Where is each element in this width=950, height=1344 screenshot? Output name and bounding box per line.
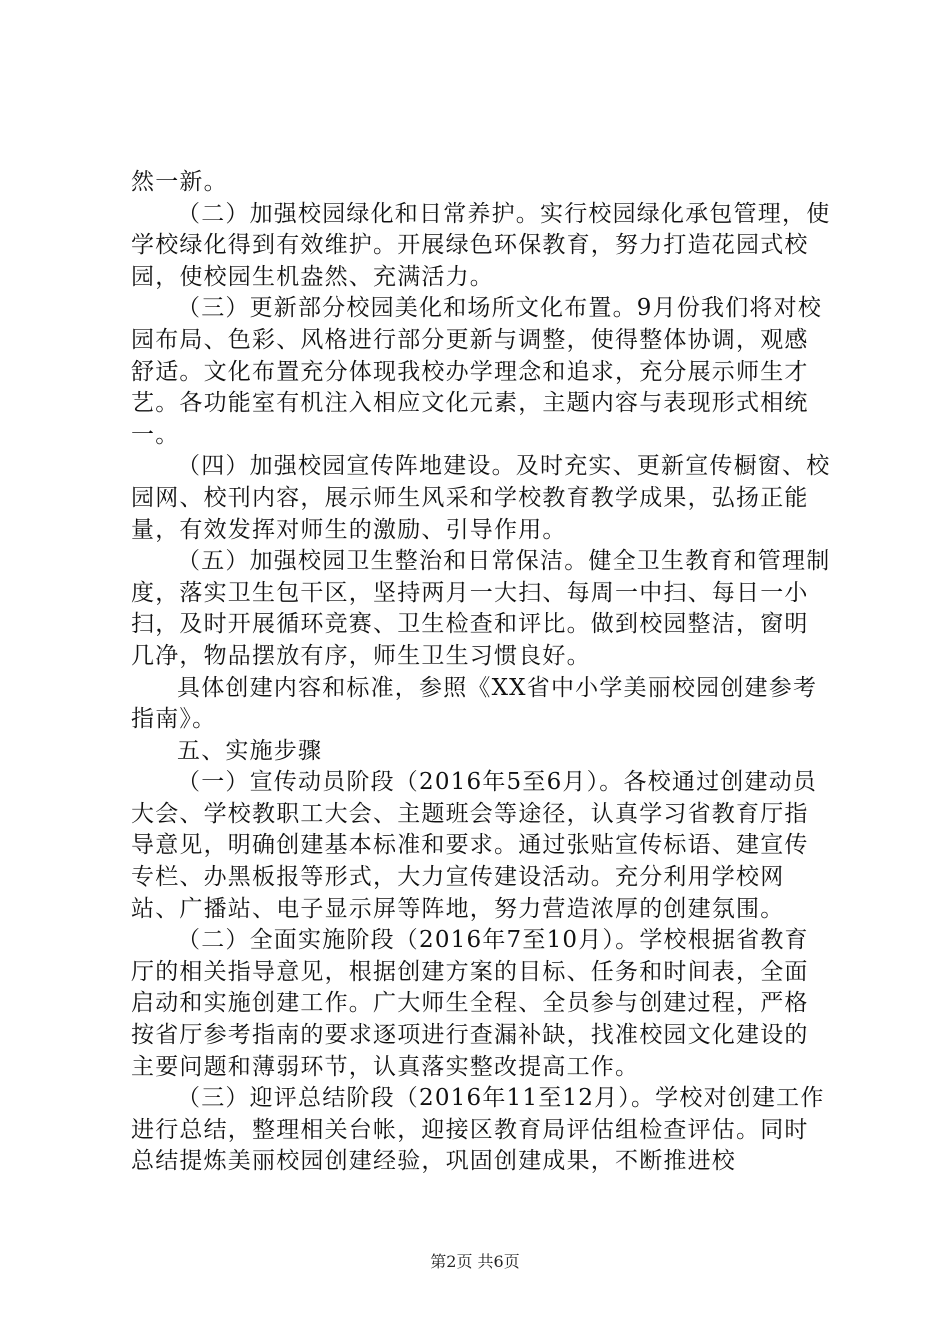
paragraph-stage-evaluation: （三）迎评总结阶段（2016年11至12月）。学校对创建工作进行总结，整理相关台帐，迎接区教育局评估组检查评估。同时总结提炼美丽校园创建经验，巩固创建成果，不断推进校	[131, 1085, 825, 1175]
paragraph-culture-layout: （三）更新部分校园美化和场所文化布置。9月份我们将对校园布局、色彩、风格进行部分更新与调整，使得整体协调，观感舒适。文化布置充分体现我校办学理念和追求，充分展示师生才艺。各功能室有机注入相应文化元素，主题内容与表现形式相统一。	[131, 295, 823, 448]
paragraph-stage-mobilization: （一）宣传动员阶段（2016年5至6月）。各校通过创建动员大会、学校教职工大会、主题班会等途径，认真学习省教育厅指导意见，明确创建基本标准和要求。通过张贴宣传标语、建宣传专栏、办黑板报等形式，大力宣传建设活动。充分利用学校网站、广播站、电子显示屏等阵地，努力营造浓厚的创建氛围。	[131, 769, 818, 922]
paragraph-reference-guide: 具体创建内容和标准，参照《XX省中小学美丽校园创建参考指南》。	[131, 674, 818, 733]
paragraph-publicity: （四）加强校园宣传阵地建设。及时充实、更新宣传橱窗、校园网、校刊内容，展示师生风采和学校教育教学成果，弘扬正能量，有效发挥对师生的激励、引导作用。	[131, 453, 831, 543]
page-number-footer: 第2页 共6页	[430, 1252, 520, 1271]
paragraph-continuation: 然一新。	[131, 169, 228, 195]
section-heading-implementation: 五、实施步骤	[177, 737, 323, 764]
paragraph-stage-implementation: （二）全面实施阶段（2016年7至10月）。学校根据省教育厅的相关指导意见，根据创建方案的目标、任务和时间表，全面启动和实施创建工作。广大师生全程、全员参与创建过程，严格按省厅参考指南的要求逐项进行查漏补缺，找准校园文化建设的主要问题和薄弱环节，认真落实整改提高工作。	[131, 927, 809, 1080]
document-body	[131, 167, 831, 1178]
paragraph-greening: （二）加强校园绿化和日常养护。实行校园绿化承包管理，使学校绿化得到有效维护。开展绿色环保教育，努力打造花园式校园，使校园生机盎然、充满活力。	[131, 200, 831, 290]
paragraph-hygiene: （五）加强校园卫生整治和日常保洁。健全卫生教育和管理制度，落实卫生包干区，坚持两月一大扫、每周一中扫、每日一小扫，及时开展循环竞赛、卫生检查和评比。做到校园整洁，窗明几净，物品摆放有序，师生卫生习惯良好。	[131, 548, 831, 669]
